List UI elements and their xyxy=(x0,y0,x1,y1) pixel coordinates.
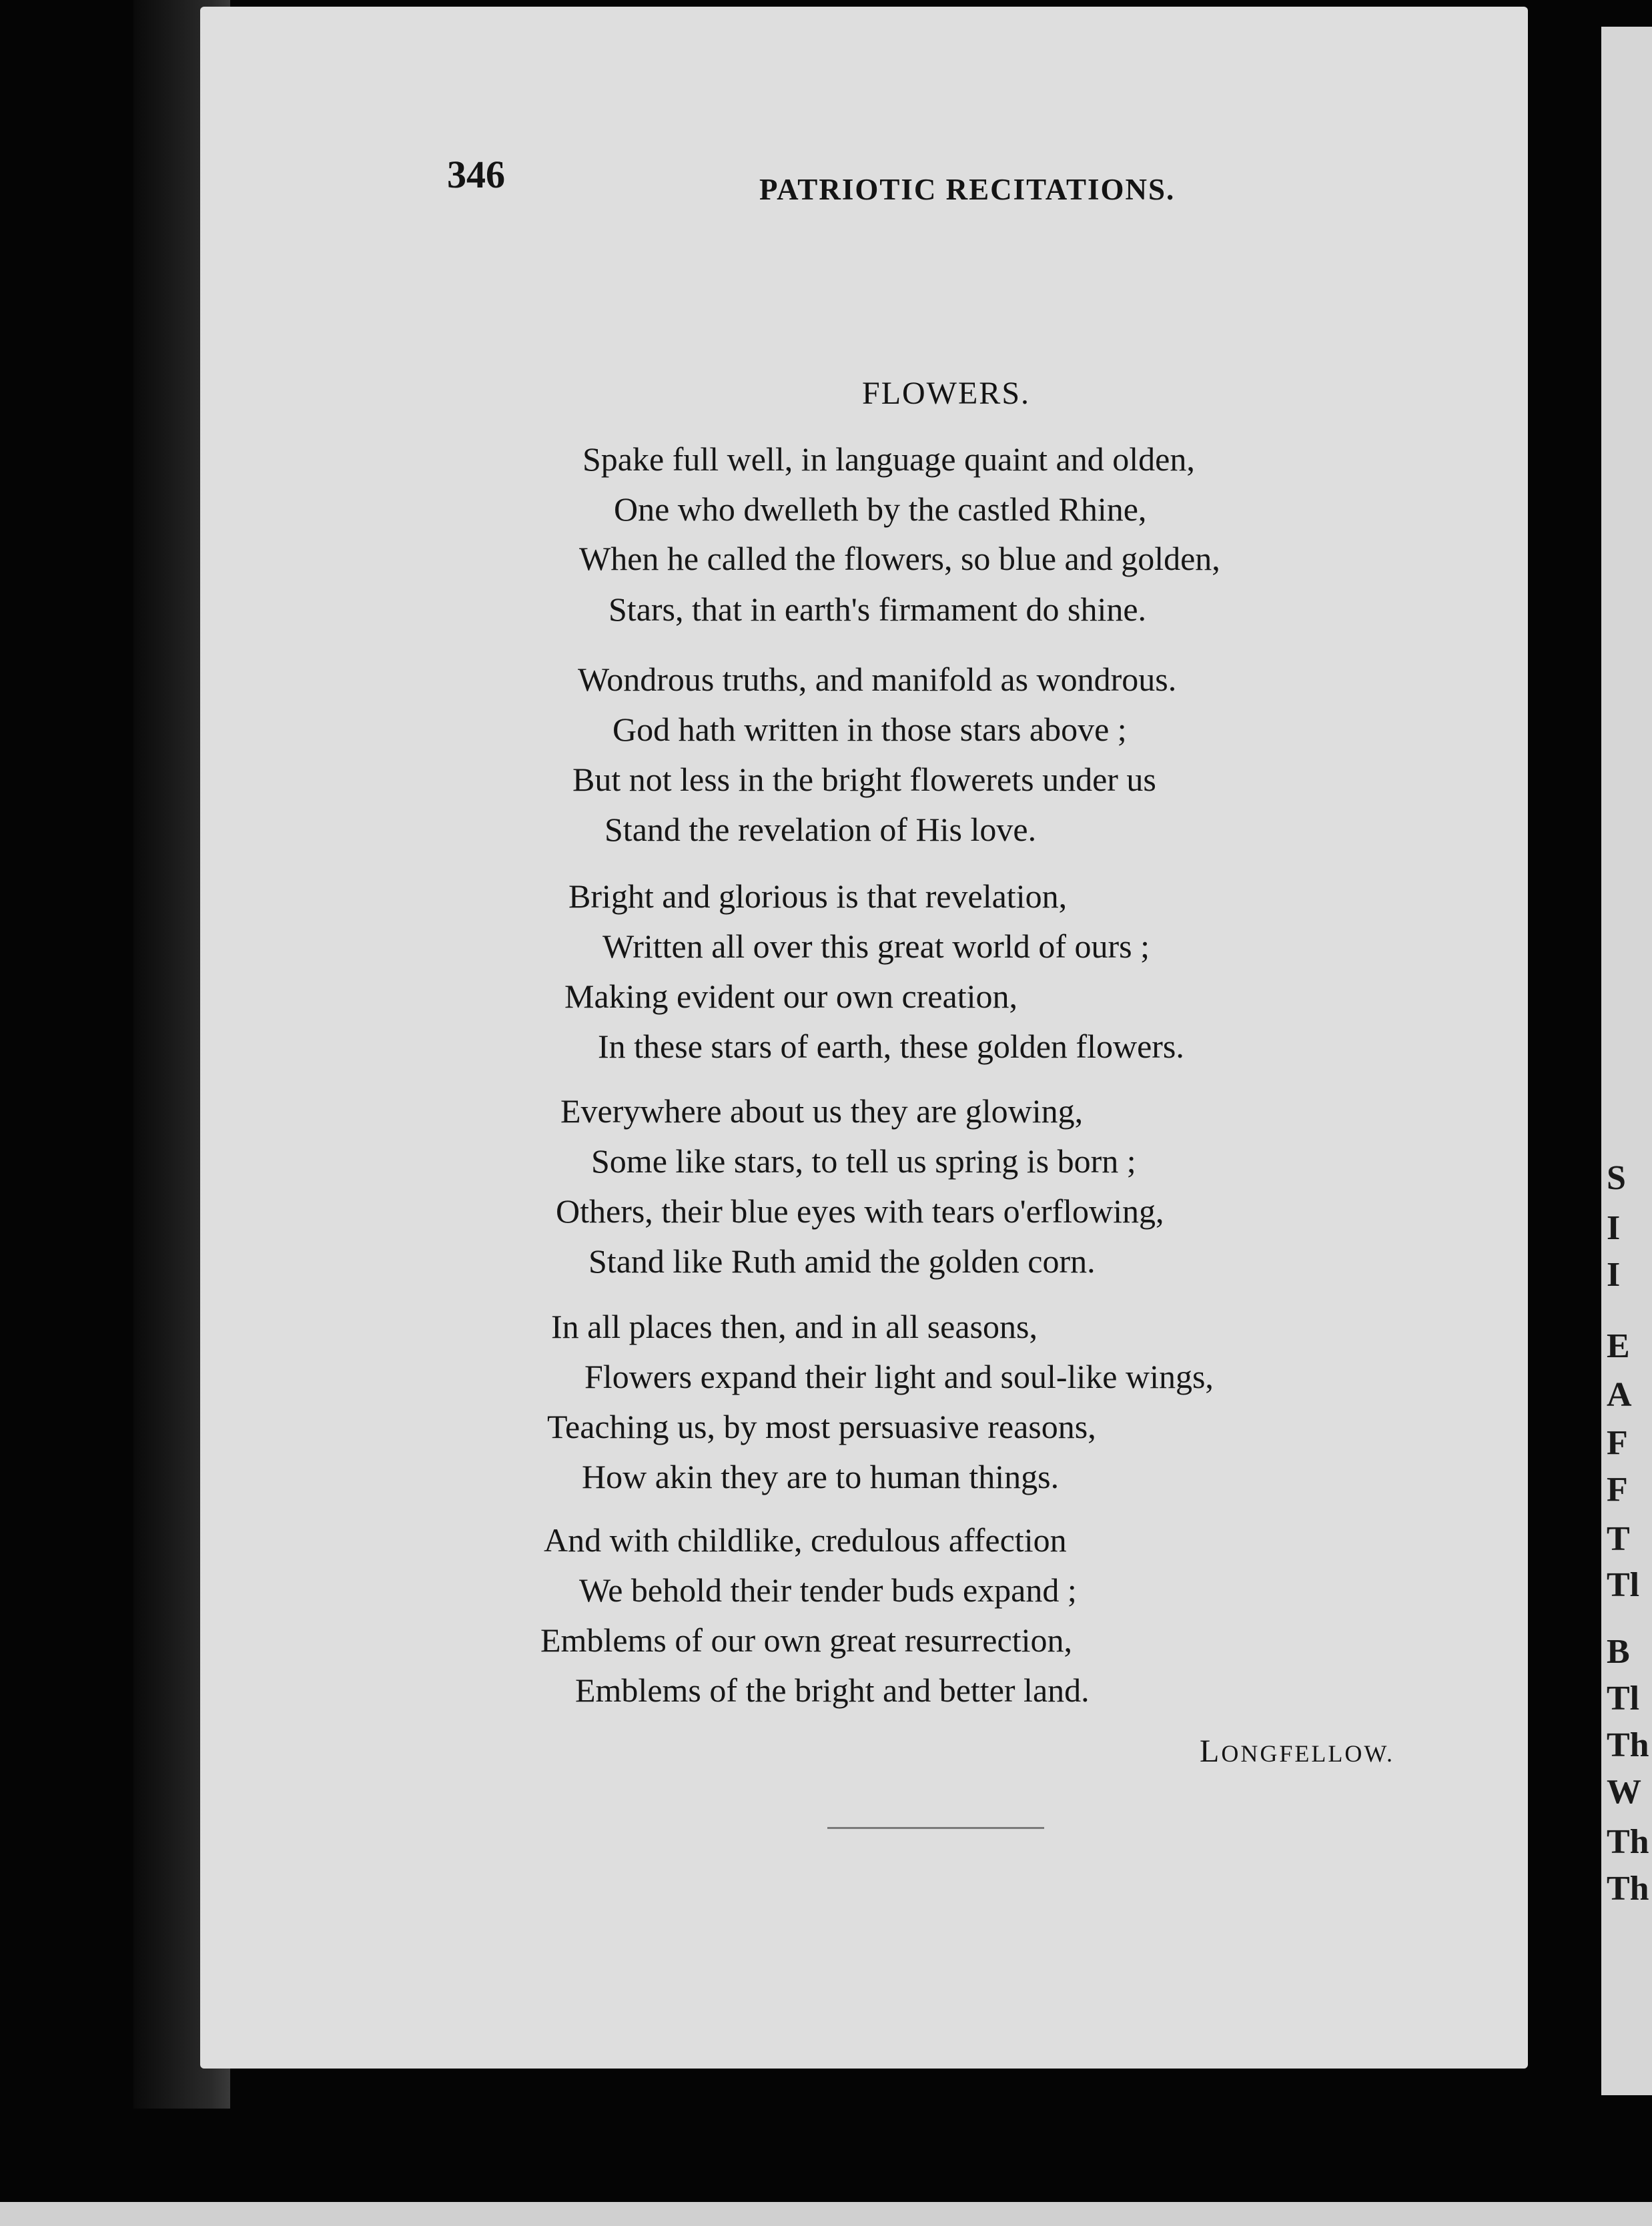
poem-line: In all places then, and in all seasons, xyxy=(551,1308,1038,1345)
poem-line: Teaching us, by most persuasive reasons, xyxy=(547,1408,1096,1445)
poem-line: Stand like Ruth amid the golden corn. xyxy=(588,1242,1096,1280)
facing-page-fragment: Tl xyxy=(1607,1680,1640,1718)
poem-line: And with childlike, credulous affection xyxy=(544,1521,1067,1559)
facing-page-fragment: I xyxy=(1607,1256,1621,1294)
facing-page-fragment: F xyxy=(1607,1424,1628,1462)
poem-line: Making evident our own creation, xyxy=(564,978,1017,1015)
poem-line: Emblems of our own great resurrection, xyxy=(540,1621,1072,1659)
author-rest: ONGFELLOW. xyxy=(1221,1740,1394,1767)
poem-line: Written all over this great world of ours ; xyxy=(602,928,1150,965)
poem-line: Stand the revelation of His love. xyxy=(604,811,1037,848)
poem-line: Others, their blue eyes with tears o'erflowing, xyxy=(556,1192,1164,1230)
poem-line: Emblems of the bright and better land. xyxy=(575,1672,1090,1709)
page-number: 346 xyxy=(447,153,505,196)
facing-page-fragment: A xyxy=(1607,1376,1632,1414)
poem-line: When he called the flowers, so blue and golden, xyxy=(579,540,1220,577)
poem-line: Spake full well, in language quaint and olden, xyxy=(582,440,1195,478)
facing-page-fragment: F xyxy=(1607,1471,1628,1509)
author-initial: L xyxy=(1200,1734,1222,1769)
section-divider xyxy=(827,1827,1044,1829)
poem-line: One who dwelleth by the castled Rhine, xyxy=(614,490,1147,528)
poem-line: Some like stars, to tell us spring is born ; xyxy=(591,1142,1136,1180)
poem-line: Everywhere about us they are glowing, xyxy=(560,1092,1084,1130)
facing-page-fragment: Th xyxy=(1607,1726,1649,1764)
poem-line: Stars, that in earth's firmament do shine. xyxy=(608,591,1147,628)
poem-line: In these stars of earth, these golden flowers. xyxy=(598,1028,1184,1065)
facing-page-fragment: Th xyxy=(1607,1870,1649,1908)
facing-page-fragment: Tl xyxy=(1607,1566,1640,1604)
poem-line: Bright and glorious is that revelation, xyxy=(568,877,1068,915)
poem-line: Flowers expand their light and soul-like wings, xyxy=(584,1358,1214,1395)
facing-page-fragment: W xyxy=(1607,1773,1641,1811)
facing-page-fragment: S xyxy=(1607,1159,1626,1197)
poem-title: FLOWERS. xyxy=(862,376,1031,411)
poem-line: God hath written in those stars above ; xyxy=(612,711,1127,748)
poem-line: Wondrous truths, and manifold as wondrous. xyxy=(578,661,1177,698)
facing-page-fragment: T xyxy=(1607,1520,1630,1558)
poem-line: But not less in the bright flowerets under us xyxy=(572,761,1156,798)
facing-page-fragment: E xyxy=(1607,1327,1630,1365)
facing-page-fragment: Th xyxy=(1607,1823,1649,1861)
facing-page xyxy=(1601,27,1652,2095)
poem-line: How akin they are to human things. xyxy=(582,1458,1060,1495)
facing-page-fragment: I xyxy=(1607,1209,1621,1247)
running-title: PATRIOTIC RECITATIONS. xyxy=(759,173,1176,206)
facing-page-fragment: B xyxy=(1607,1633,1630,1671)
poem-line: We behold their tender buds expand ; xyxy=(579,1571,1077,1609)
poem-author xyxy=(1200,1733,1394,1770)
scan-bottom-band xyxy=(0,2202,1652,2226)
